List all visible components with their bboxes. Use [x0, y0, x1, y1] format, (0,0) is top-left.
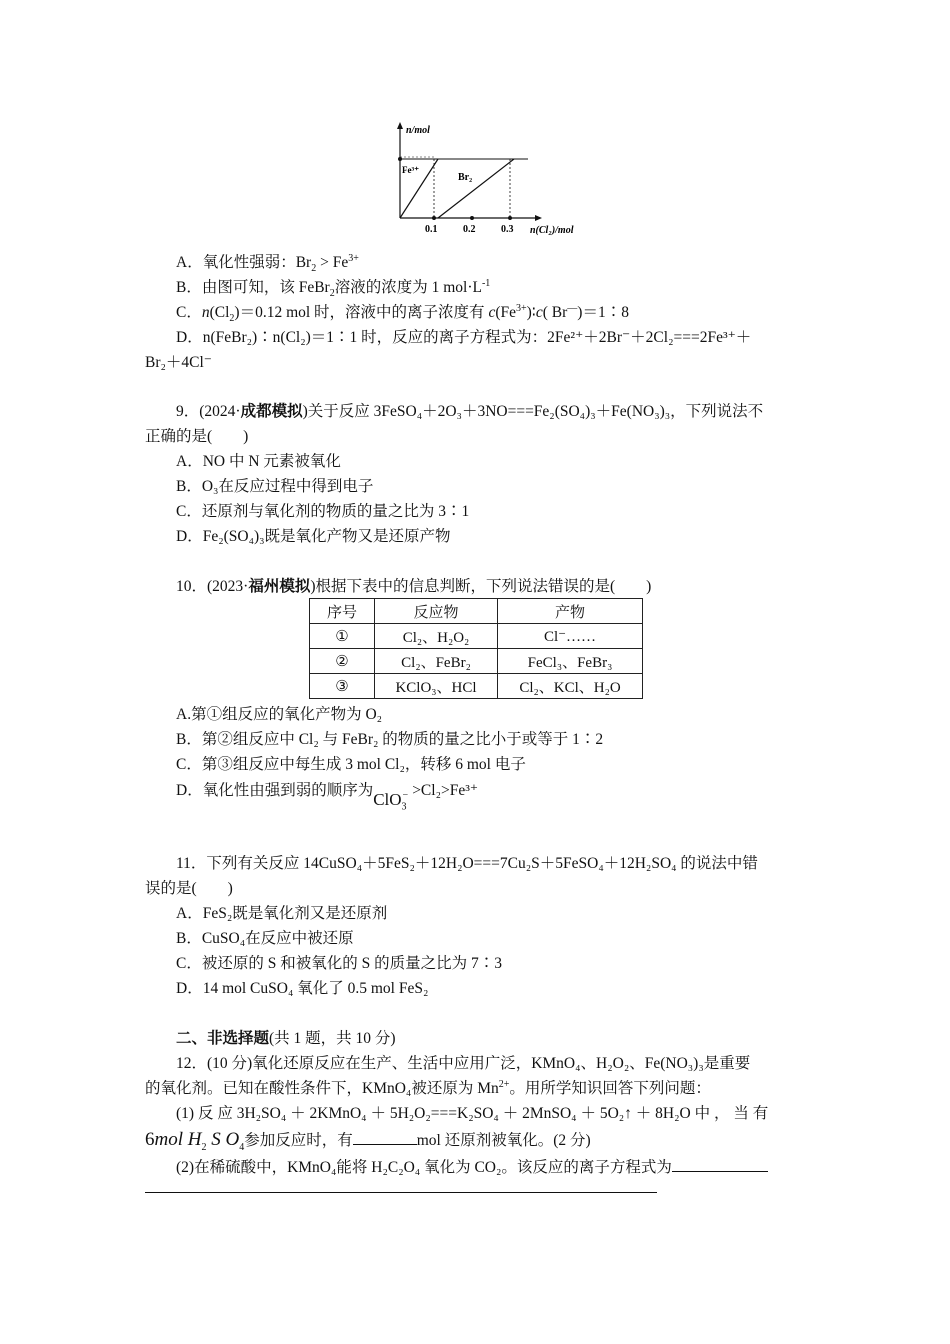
table-cell: FeCl₃、FeBr₃: [498, 649, 643, 674]
q10-option-b: B．第②组反应中 Cl₂ 与 FeBr₂ 的物质的量之比小于或等于 1∶2: [176, 731, 604, 748]
q12-stem-line2: 的氧化剂。已知在酸性条件下，KMnO₄被还原为 $Mn^{2+}$。用所学知识回答下列问题：: [145, 1078, 711, 1097]
tick-label-0.1: 0.1: [425, 224, 438, 235]
table-cell: Cl₂、FeBr₂: [375, 649, 498, 674]
q9-stem-line2: 正确的是( ): [145, 428, 249, 445]
q8-option-c: C．$n(Cl_2)=0.12$ mol 时，溶液中的离子浓度有 $c(Fe^{3+})∶c$( Br—)＝1∶8: [176, 302, 629, 325]
q11-option-a: A．FeS₂既是氧化剂又是还原剂: [176, 905, 388, 922]
table-header-cell: 反应物: [375, 599, 498, 624]
table-row: [310, 649, 643, 674]
tick-label-0.3: 0.3: [501, 224, 514, 235]
table-header-row: [310, 599, 643, 624]
q8-option-d-line1: D．n(FeBr₂)∶n(Cl₂)＝1∶1 时，反应的离子方程式为：2Fe²⁺＋2Br⁻＋2Cl₂===2Fe³⁺＋: [176, 329, 752, 346]
series-label-fe: Fe³⁺: [402, 165, 419, 175]
x-axis-label: n(Cl₂)/mol: [530, 225, 574, 236]
q9-option-d: D．Fe₂(SO₄)₃既是氧化产物又是还原产物: [176, 528, 451, 545]
y-axis-arrow: [397, 122, 403, 129]
q11-option-d: D．14 mol CuSO₄ 氧化了 0.5 mol FeS₂: [176, 980, 429, 997]
tick-point-0.1: [432, 216, 436, 220]
x-axis-arrow: [535, 215, 542, 221]
table-cell: Cl₂、H₂O₂: [375, 624, 498, 649]
table-cell: KClO₃、HCl: [375, 674, 498, 699]
q9-option-b: B．O₃在反应过程中得到电子: [176, 478, 374, 495]
q11-option-c: C．被还原的 S 和被氧化的 S 的质量之比为 7∶3: [176, 955, 502, 972]
tick-label-0.2: 0.2: [463, 224, 476, 235]
table-cell: Cl⁻……: [498, 624, 643, 649]
answer-blank-line[interactable]: [145, 1192, 657, 1193]
q12-part1-line2: 6mol $H_2$ S $O_4$参加反应时，有 mol 还原剂被氧化。(2 分): [145, 1129, 591, 1153]
q12-part1-line1: (1) 反 应 3H₂SO₄ ＋ 2KMnO₄ ＋ 5H₂O₂===K₂SO₄ ＋ 2MnSO₄ ＋ 5O₂↑ ＋ 8H₂O 中 ， 当 有: [176, 1105, 769, 1122]
q11-stem-line1: 11．下列有关反应 14CuSO₄＋5FeS₂＋12H₂O===7Cu₂S＋5FeSO₄＋12H₂SO₄ 的说法中错: [176, 855, 758, 872]
q8-option-b: B．由图可知，该 FeBr$_2$溶液的浓度为 1 $mol\cdot L^{-1}$: [176, 277, 491, 300]
section-title: 二、非选择题(共 1 题，共 10 分): [176, 1030, 396, 1047]
q9-option-c: C．还原剂与氧化剂的物质的量之比为 3∶1: [176, 503, 470, 520]
table-cell: Cl₂、KCl、H₂O: [498, 674, 643, 699]
q10-table: [309, 598, 643, 699]
series-label-br: Br₂: [458, 172, 473, 183]
answer-blank-1[interactable]: [353, 1128, 417, 1145]
q10-option-a: A.第①组反应的氧化产物为 O₂: [176, 706, 383, 723]
series-line-1: [438, 159, 514, 218]
table-row: [310, 624, 643, 649]
table-cell: ①: [310, 624, 375, 649]
table-row: [310, 674, 643, 699]
q11-option-b: B．CuSO₄在反应中被还原: [176, 930, 354, 947]
q10-option-d: D．氧化性由强到弱的顺序为ClO$_3$− >Cl₂>Fe³⁺: [176, 782, 479, 813]
answer-blank-2[interactable]: [672, 1155, 768, 1172]
q8-option-a: A．氧化性强弱：$Br_2 > Fe^{3+}$: [176, 252, 359, 275]
y-axis-label: n/mol: [406, 125, 430, 136]
graph-n-vs-cl2: [388, 118, 598, 243]
q8-option-d-line2: Br₂＋4Cl⁻: [145, 354, 212, 371]
q12-stem-line1: 12．(10 分)氧化还原反应在生产、生活中应用广泛，KMnO₄、H₂O₂、Fe(NO₃)₃是重要: [176, 1055, 751, 1072]
table-cell: ③: [310, 674, 375, 699]
q11-stem-line2: 误的是( ): [145, 880, 233, 897]
q12-part2: (2)在稀硫酸中，KMnO₄能将 H₂C₂O₄ 氧化为 CO₂。该反应的离子方程式为: [176, 1155, 768, 1178]
q10-stem: 10．(2023·福州模拟)根据下表中的信息判断，下列说法错误的是( ): [176, 578, 652, 595]
q9-stem-line1: 9．(2024·成都模拟)关于反应 3FeSO₄＋2O₃＋3NO===Fe₂(SO₄)₃＋Fe(NO₃)₃，下列说法不: [176, 403, 764, 420]
table-header-cell: 序号: [310, 599, 375, 624]
tick-point-0.3: [508, 216, 512, 220]
table-header-cell: 产物: [498, 599, 643, 624]
tick-point-0.2: [470, 216, 474, 220]
y-max-point: [398, 157, 402, 161]
q10-option-c: C．第③组反应中每生成 3 mol Cl₂，转移 6 mol 电子: [176, 756, 526, 773]
q9-option-a: A．NO 中 N 元素被氧化: [176, 453, 341, 470]
table-cell: ②: [310, 649, 375, 674]
